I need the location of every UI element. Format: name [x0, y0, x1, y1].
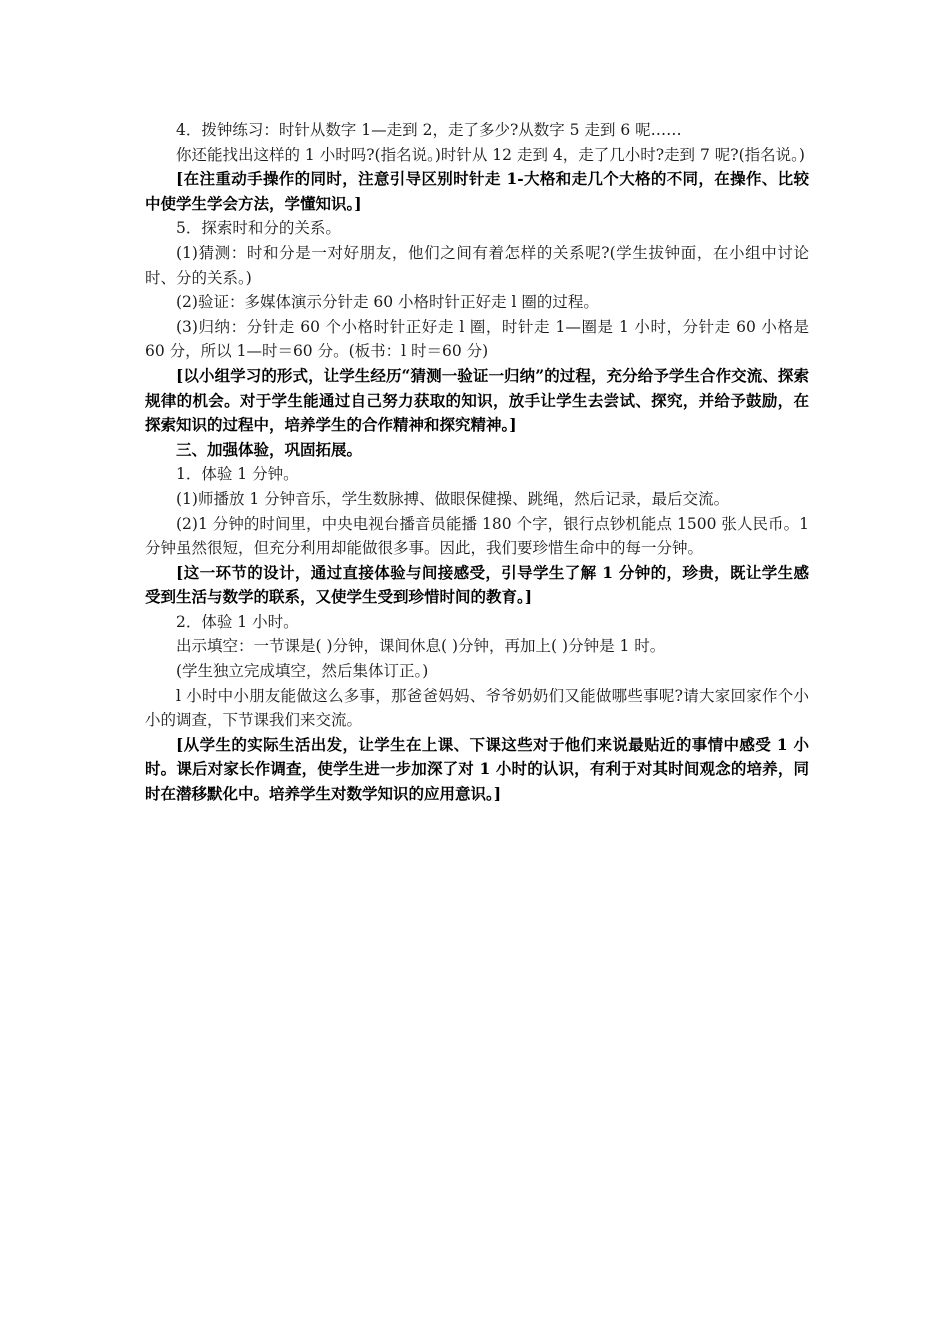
paragraph-guess: (1)猜测：时和分是一对好朋友，他们之间有着怎样的关系呢?(学生拔钟面，在小组中讨论时、分的关系。)	[145, 243, 809, 287]
document-body	[145, 118, 809, 807]
paragraph-explore-relation: 5．探索时和分的关系。	[176, 219, 341, 238]
paragraph-homework-survey: l 小时中小朋友能做这么多事，那爸爸妈妈、爷爷奶奶们又能做哪些事呢?请大家回家作个小小的调查，下节课我们来交流。	[145, 686, 809, 730]
paragraph-verify: (2)验证：多媒体演示分针走 60 小格时针正好走 l 圈的过程。	[176, 293, 599, 312]
commentary-real-life: [从学生的实际生活出发，让学生在上课、下课这些对于他们来说最贴近的事情中感受 1 小时。课后对家长作调查，使学生进一步加深了对 1 小时的认识，有利于对其时间观念的培养，同时在潜移默化中。培养学生对数学知识的应用意识。]	[145, 734, 809, 804]
paragraph-clock-practice: 4．拨钟练习：时针从数字 1—走到 2，走了多少?从数字 5 走到 6 呢……	[176, 121, 682, 139]
commentary-one-minute: [这一环节的设计，通过直接体验与间接感受，引导学生了解 1 分钟的，珍贵，既让学生感受到生活与数学的联系，又使学生受到珍惜时间的教育。]	[145, 562, 809, 607]
paragraph-experience-one-minute: 1．体验 1 分钟。	[176, 465, 299, 484]
paragraph-experience-one-hour: 2．体验 1 小时。	[176, 612, 299, 631]
paragraph-music-activity: (1)师播放 1 分钟音乐，学生数脉搏、做眼保健操、跳绳，然后记录，最后交流。	[176, 489, 730, 508]
section-heading-experience: 三、加强体验，巩固拓展。	[176, 439, 363, 459]
paragraph-find-one-hour: 你还能找出这样的 1 小时吗?(指名说。)时针从 12 走到 4，走了几小时?走到 7 呢?(指名说。)	[176, 145, 805, 164]
commentary-hands-on: [在注重动手操作的同时，注意引导区别时针走 1-大格和走几个大格的不同，在操作、比较中使学生学会方法，学懂知识。]	[145, 169, 809, 213]
paragraph-fill-in-blank: 出示填空：一节课是( )分钟，课间休息( )分钟，再加上( )分钟是 1 时。	[176, 637, 666, 656]
paragraph-conclude: (3)归纳：分针走 60 个小格时针正好走 l 圈，时针走 1—圈是 1 小时，分针走 60 小格是 60 分，所以 1—时＝60 分。(板书：l 时＝60 分)	[145, 317, 809, 361]
paragraph-one-minute-examples: (2)1 分钟的时间里，中央电视台播音员能播 180 个字，银行点钞机能点 1500 张人民币。1 分钟虽然很短，但充分利用却能做很多事。因此，我们要珍惜生命中的每一分钟。	[145, 514, 809, 558]
paragraph-independent-work: (学生独立完成填空，然后集体订正。)	[176, 662, 429, 681]
commentary-group-learning: [以小组学习的形式，让学生经历“猜测一验证一归纳”的过程，充分给予学生合作交流、探索规律的机会。对于学生能通过自己努力获取的知识，放手让学生去尝试、探究，并给予鼓励，在探索知识的过程中，培养学生的合作精神和探究精神。]	[145, 365, 809, 435]
